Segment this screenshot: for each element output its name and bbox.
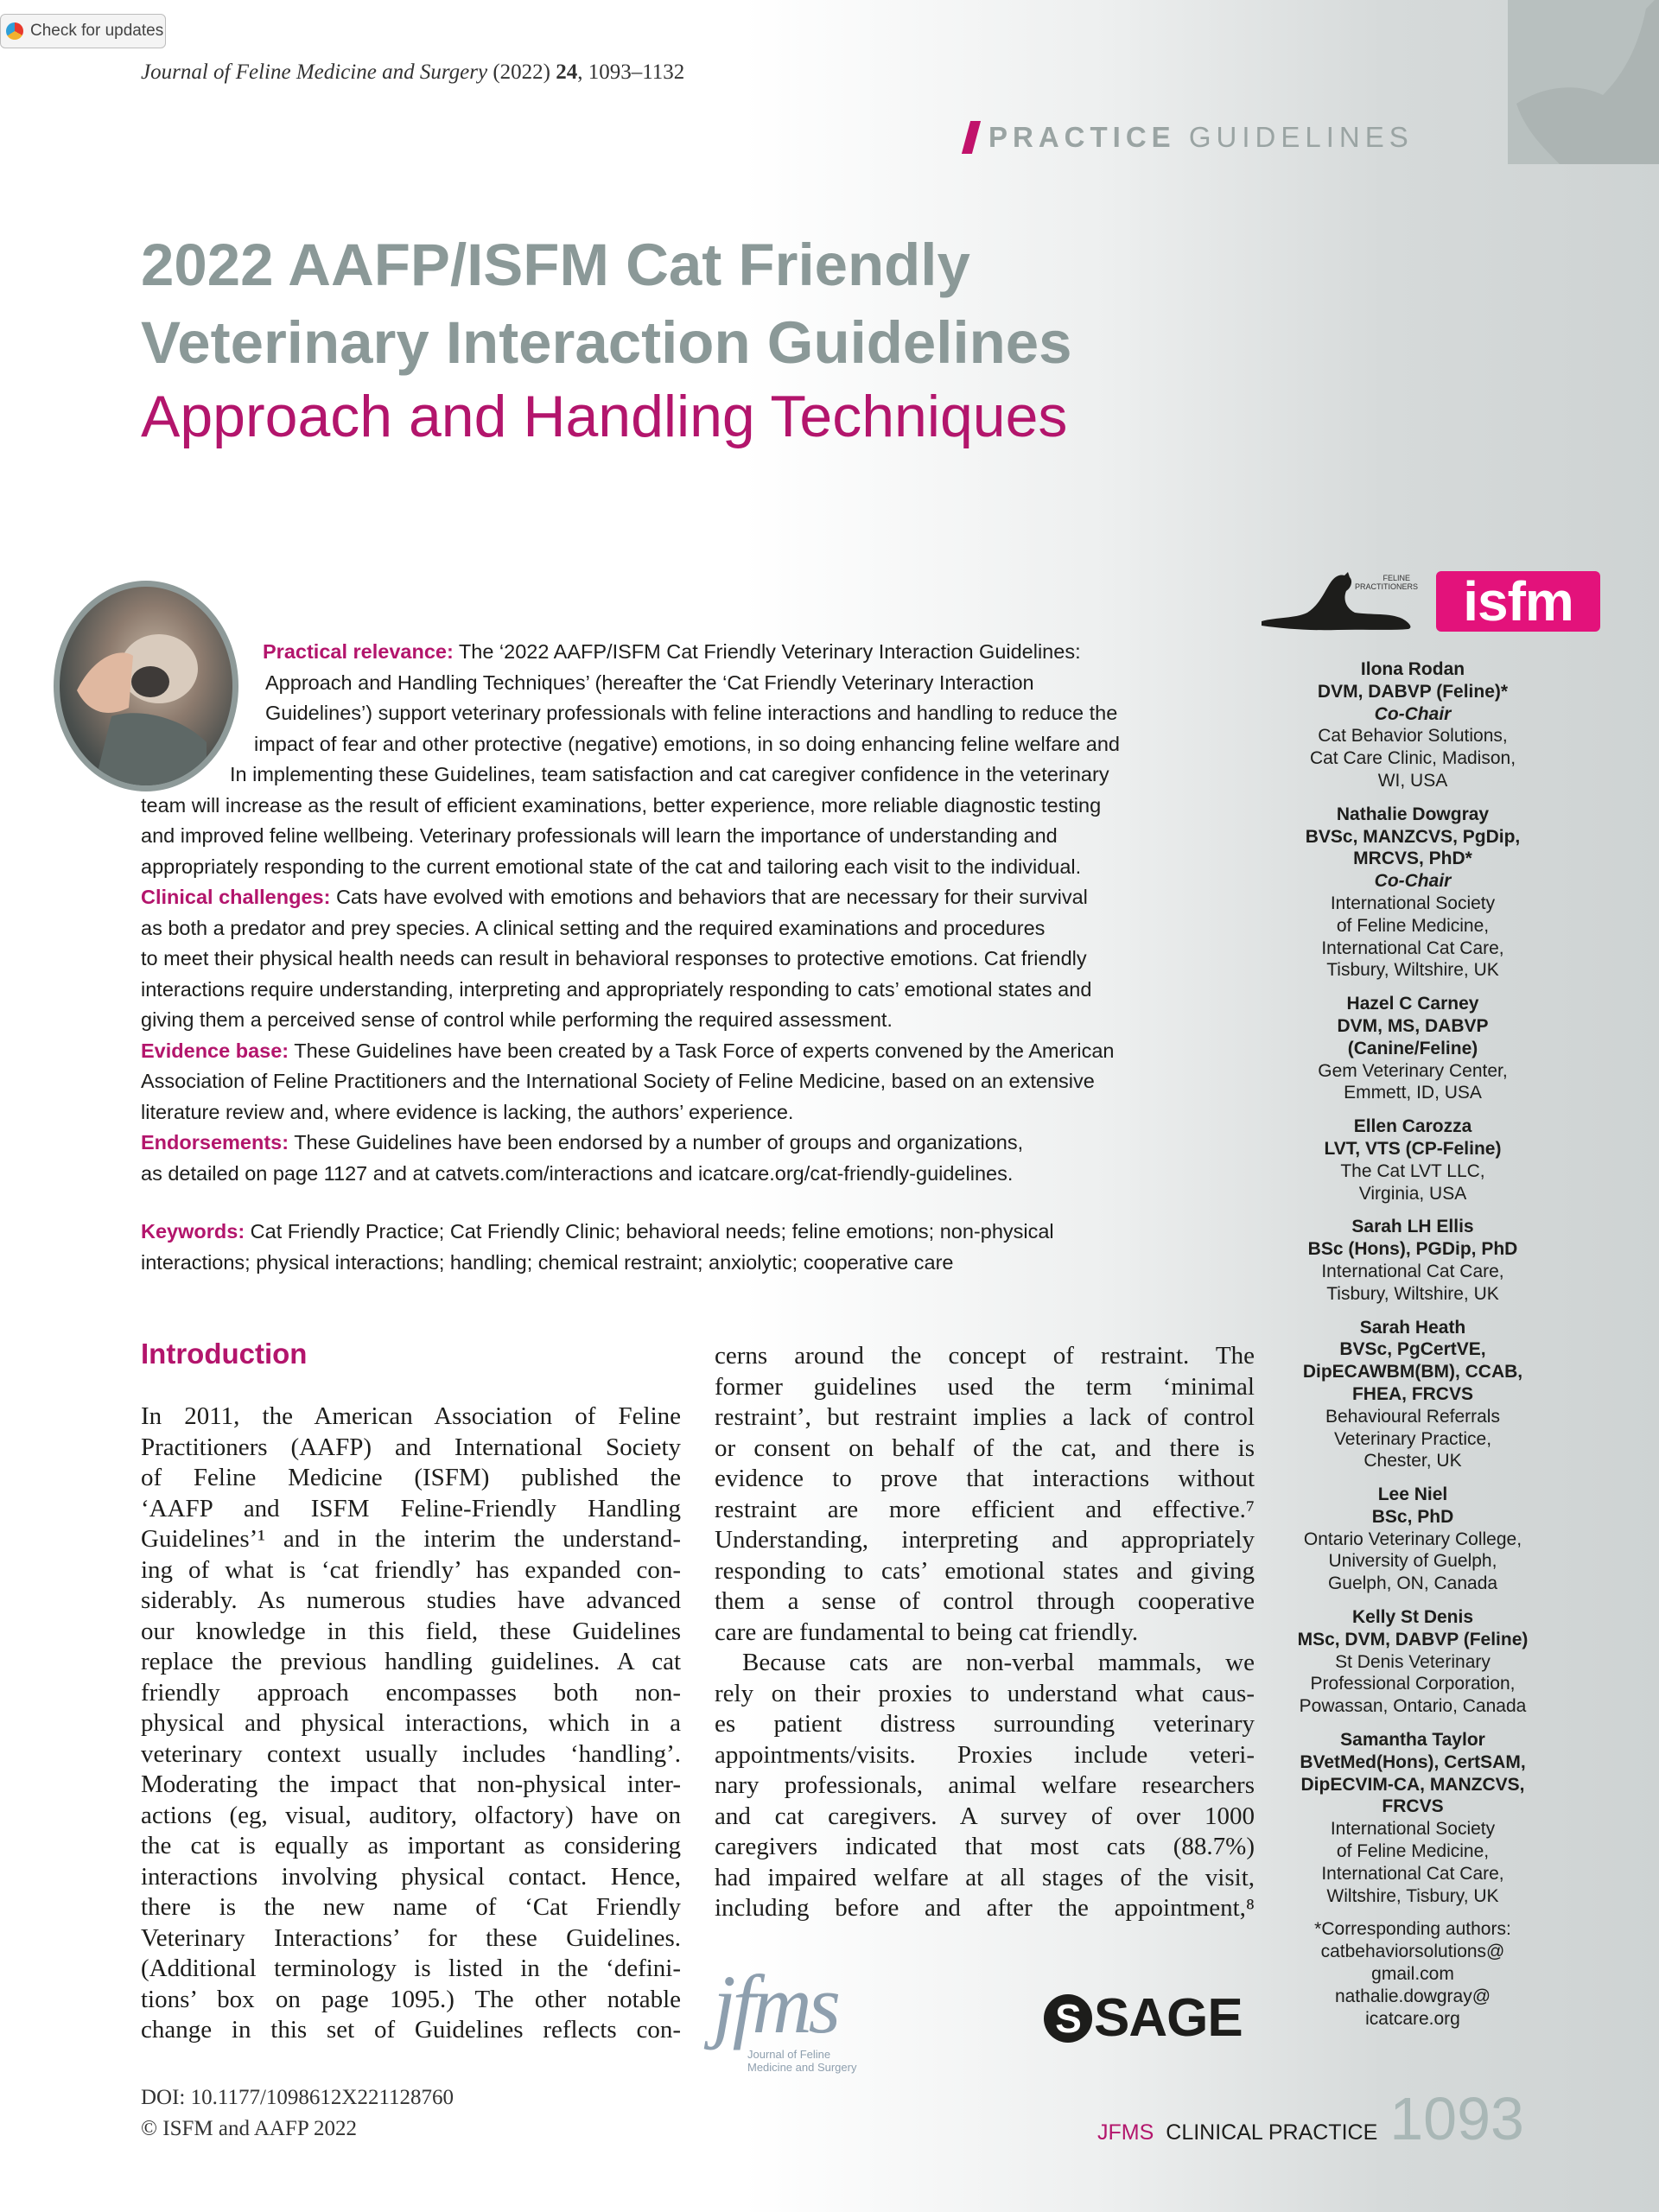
journal-volume: 24 bbox=[556, 60, 578, 84]
author-affiliation: St Denis Veterinary bbox=[1335, 1651, 1491, 1672]
copyright: © ISFM and AAFP 2022 bbox=[141, 2117, 358, 2140]
author-name: Hazel C Carney bbox=[1346, 994, 1479, 1014]
crossmark-icon bbox=[6, 22, 23, 40]
abstract-line: team will increase as the result of efficient examinations, better experience, more reliable diagnostic testing bbox=[141, 793, 1102, 817]
author-degrees: (Canine/Feline) bbox=[1347, 1038, 1478, 1058]
abstract-line: appropriately responding to the current emotional state of the cat and tailoring each visit to the individual. bbox=[141, 855, 1082, 878]
keywords bbox=[141, 1217, 1255, 1278]
section-banner bbox=[966, 121, 1659, 154]
body-line: (Additional terminology is listed in the ‘defini- bbox=[141, 1955, 681, 1982]
sage-wordmark: SAGE bbox=[1094, 1988, 1243, 2048]
abstract-line: to meet their physical health needs can result in behavioral responses to protective emotions. Cat friendly bbox=[141, 947, 1087, 969]
author-affiliation: Guelph, ON, Canada bbox=[1327, 1573, 1498, 1594]
abstract-line: Cats have evolved with emotions and behaviors that are necessary for their survival bbox=[335, 886, 1088, 908]
author-affiliation: Wiltshire, Tisbury, UK bbox=[1326, 1885, 1499, 1906]
author-degrees: LVT, VTS (CP-Feline) bbox=[1324, 1138, 1502, 1159]
abstract-line: literature review and, where evidence is lacking, the authors’ experience. bbox=[141, 1100, 794, 1123]
author-name: Sarah LH Ellis bbox=[1351, 1217, 1474, 1237]
body-line: cerns around the concept of restraint. The bbox=[715, 1342, 1255, 1370]
body-line: replace the previous handling guidelines. A cat bbox=[141, 1648, 681, 1675]
body-line: evidence to prove that interactions without bbox=[715, 1465, 1255, 1492]
abstract-line: Guidelines’) support veterinary professionals with feline interactions and handling to reduce the bbox=[265, 702, 1118, 724]
author-name: Kelly St Denis bbox=[1351, 1607, 1474, 1628]
abstract-line: impact of fear and other protective (negative) emotions, in so doing enhancing feline welfare and bbox=[254, 732, 1120, 755]
journal-citation: Journal of Feline Medicine and Surgery (2022) 24, 1093–1132 bbox=[141, 60, 685, 84]
author-list bbox=[1287, 658, 1538, 2030]
author-affiliation: of Feline Medicine, bbox=[1336, 1841, 1490, 1862]
abstract-line: and improved feline wellbeing. Veterinary professionals will learn the importance of understanding and bbox=[141, 824, 1058, 847]
abstract-line: In implementing these Guidelines, team satisfaction and cat caregiver confidence in the veterinary bbox=[230, 763, 1109, 785]
body-line: restraint’, but restraint implies a lack of control bbox=[715, 1403, 1255, 1431]
doi: DOI: 10.1177/1098612X221128760 bbox=[141, 2086, 454, 2109]
author-degrees: MRCVS, PhD* bbox=[1353, 849, 1472, 869]
author-affiliation: of Feline Medicine, bbox=[1336, 915, 1490, 936]
author-affiliation: Chester, UK bbox=[1363, 1451, 1462, 1471]
abstract bbox=[141, 637, 1255, 1189]
body-line: Practitioners (AAFP) and International Society bbox=[141, 1433, 681, 1461]
practical-relevance-heading: Practical relevance: bbox=[263, 640, 454, 663]
keywords-line: interactions; physical interactions; handling; chemical restraint; anxiolytic; cooperative care bbox=[141, 1250, 954, 1274]
author-degrees: DipECVIM-CA, MANZCVS, bbox=[1300, 1774, 1525, 1795]
keywords-heading: Keywords: bbox=[141, 1220, 245, 1243]
body-line: our knowledge in this field, these Guidelines bbox=[141, 1617, 681, 1645]
check-updates-label: Check for updates bbox=[30, 22, 164, 40]
body-line: Guidelines’¹ and in the interim the understand- bbox=[141, 1525, 681, 1553]
author-affiliation: Tisbury, Wiltshire, UK bbox=[1326, 960, 1499, 981]
body-line: veterinary context usually includes ‘handling’. bbox=[141, 1739, 681, 1768]
author-affiliation: Gem Veterinary Center, bbox=[1318, 1060, 1508, 1081]
author-affiliation: International Society bbox=[1330, 893, 1496, 913]
author-affiliation: Cat Care Clinic, Madison, bbox=[1309, 748, 1516, 769]
body-line: change in this set of Guidelines reflects con- bbox=[141, 2016, 681, 2044]
abstract-line: as detailed on page 1127 and at catvets.com/interactions and icatcare.org/cat-friendly-guidelines. bbox=[141, 1161, 1014, 1185]
abstract-line: These Guidelines have been endorsed by a number of groups and organizations, bbox=[294, 1131, 1024, 1154]
author-name: Ilona Rodan bbox=[1360, 659, 1465, 679]
author-name: Lee Niel bbox=[1377, 1484, 1448, 1505]
body-line: former guidelines used the term ‘minimal bbox=[715, 1372, 1255, 1401]
author-entry bbox=[1287, 1729, 1538, 1907]
doi-block bbox=[141, 2082, 454, 2145]
isfm-logo: isfm bbox=[1436, 571, 1600, 632]
body-line: interactions involving physical contact. Hence, bbox=[141, 1862, 681, 1891]
sage-logo bbox=[1044, 1987, 1243, 2049]
footer-page-info bbox=[1097, 2084, 1524, 2153]
body-line: In 2011, the American Association of Feline bbox=[141, 1402, 681, 1430]
body-line: the cat is equally as important as considering bbox=[141, 1832, 681, 1859]
abstract-line: giving them a perceived sense of control while performing the required assessment. bbox=[141, 1008, 893, 1031]
title-line-2: Veterinary Interaction Guidelines bbox=[141, 309, 1072, 376]
author-degrees: DVM, MS, DABVP bbox=[1337, 1015, 1489, 1036]
body-line: there is the new name of ‘Cat Friendly bbox=[141, 1893, 681, 1921]
body-line: had impaired welfare at all stages of the visit, bbox=[715, 1863, 1255, 1891]
page-title bbox=[141, 226, 1072, 382]
body-line: Moderating the impact that non-physical inter- bbox=[141, 1770, 681, 1798]
author-degrees: MSc, DVM, DABVP (Feline) bbox=[1297, 1629, 1529, 1649]
body-line: es patient distress surrounding veterinary bbox=[715, 1710, 1255, 1738]
corresponding-line: nathalie.dowgray@ bbox=[1334, 1986, 1491, 2006]
author-affiliation: Veterinary Practice, bbox=[1333, 1428, 1492, 1449]
aafp-logo-text: FELINE PRACTITIONERS bbox=[1355, 574, 1419, 591]
introduction-heading: Introduction bbox=[141, 1338, 308, 1370]
body-line: and cat caregivers. A survey of over 1000 bbox=[715, 1802, 1255, 1830]
body-line: tions’ box on page 1095.) The other notable bbox=[141, 1985, 681, 2013]
abstract-line: interactions require understanding, interpreting and appropriately responding to cats’ emotional states and bbox=[141, 977, 1092, 1001]
corresponding-line: *Corresponding authors: bbox=[1314, 1919, 1511, 1940]
body-line: siderably. As numerous studies have advanced bbox=[141, 1586, 681, 1614]
abstract-line: Approach and Handling Techniques’ (hereafter the ‘Cat Friendly Veterinary Interaction bbox=[265, 671, 1034, 694]
journal-year: (2022) bbox=[493, 60, 550, 84]
author-entry bbox=[1287, 1484, 1538, 1595]
author-entry bbox=[1287, 1116, 1538, 1205]
jfms-logo: jfms Journal of Feline Medicine and Surgery bbox=[713, 1958, 857, 2074]
author-affiliation: Powassan, Ontario, Canada bbox=[1299, 1696, 1527, 1717]
author-degrees: BVSc, MANZCVS, PgDip, bbox=[1305, 826, 1521, 847]
body-line: responding to cats’ emotional states and giving bbox=[715, 1556, 1255, 1585]
body-line: restraint are more efficient and effective.⁷ bbox=[715, 1495, 1255, 1523]
author-affiliation: Virginia, USA bbox=[1358, 1183, 1467, 1204]
journal-name: Journal of Feline Medicine and Surgery bbox=[141, 60, 488, 84]
author-affiliation: International Society bbox=[1330, 1819, 1496, 1840]
check-for-updates-button[interactable] bbox=[0, 14, 166, 48]
author-degrees: DipECAWBM(BM), CCAB, bbox=[1302, 1362, 1523, 1382]
corresponding-line: gmail.com bbox=[1371, 1964, 1454, 1985]
body-line: nary professionals, animal welfare researchers bbox=[715, 1771, 1255, 1799]
author-entry bbox=[1287, 1317, 1538, 1473]
author-name: Samantha Taylor bbox=[1340, 1730, 1485, 1751]
body-line: ‘AAFP and ISFM Feline-Friendly Handling bbox=[141, 1494, 681, 1522]
author-affiliation: Ontario Veterinary College, bbox=[1303, 1529, 1522, 1549]
abstract-line: These Guidelines have been created by a Task Force of experts convened by the American bbox=[294, 1039, 1115, 1062]
body-line: ing of what is ‘cat friendly’ has expanded con- bbox=[141, 1555, 681, 1584]
body-line: Understanding, interpreting and appropriately bbox=[715, 1526, 1255, 1554]
body-line: care are fundamental to being cat friendly. bbox=[715, 1618, 1139, 1646]
author-affiliation: International Cat Care, bbox=[1321, 938, 1504, 958]
corresponding-authors bbox=[1287, 1918, 1538, 2030]
body-line: friendly approach encompasses both non- bbox=[141, 1678, 681, 1707]
body-line: them a sense of control through cooperative bbox=[715, 1587, 1255, 1615]
clinical-challenges-heading: Clinical challenges: bbox=[141, 886, 331, 908]
body-line: appointments/visits. Proxies include veteri- bbox=[715, 1740, 1255, 1769]
author-affiliation: Emmett, ID, USA bbox=[1344, 1083, 1482, 1103]
intro-column-2 bbox=[715, 1341, 1255, 1924]
author-entry bbox=[1287, 993, 1538, 1104]
author-affiliation: Behavioural Referrals bbox=[1325, 1406, 1500, 1427]
author-entry bbox=[1287, 1606, 1538, 1718]
page-subtitle: Approach and Handling Techniques bbox=[141, 384, 1068, 449]
author-degrees: BVetMed(Hons), CertSAM, bbox=[1300, 1751, 1526, 1772]
corresponding-line: icatcare.org bbox=[1365, 2008, 1460, 2029]
author-degrees: DVM, DABVP (Feline)* bbox=[1317, 681, 1509, 702]
author-name: Sarah Heath bbox=[1359, 1317, 1466, 1338]
author-degrees: BSc, PhD bbox=[1371, 1506, 1454, 1527]
sage-s-icon: S bbox=[1044, 1994, 1092, 2043]
evidence-base-heading: Evidence base: bbox=[141, 1039, 289, 1062]
body-line: including before and after the appointment,⁸ bbox=[715, 1894, 1255, 1922]
author-affiliation: Cat Behavior Solutions, bbox=[1318, 726, 1508, 747]
author-role: Co-Chair bbox=[1374, 703, 1452, 724]
author-name: Nathalie Dowgray bbox=[1336, 804, 1490, 824]
abstract-line: Association of Feline Practitioners and the International Society of Feline Medicine, based on an extensive bbox=[141, 1070, 1095, 1092]
author-entry bbox=[1287, 1216, 1538, 1305]
endorsements-heading: Endorsements: bbox=[141, 1131, 289, 1154]
intro-column-1 bbox=[141, 1402, 681, 2046]
body-line: of Feline Medicine (ISFM) published the bbox=[141, 1464, 681, 1491]
abstract-line: as both a predator and prey species. A clinical setting and the required examinations and procedures bbox=[141, 916, 1046, 939]
title-line-1: 2022 AAFP/ISFM Cat Friendly bbox=[141, 232, 970, 298]
author-affiliation: Professional Corporation, bbox=[1310, 1674, 1516, 1694]
journal-pages: 1093–1132 bbox=[588, 60, 685, 84]
author-affiliation: The Cat LVT LLC, bbox=[1340, 1160, 1485, 1181]
author-affiliation: International Cat Care, bbox=[1321, 1261, 1504, 1281]
body-line: caregivers indicated that most cats (88.7%) bbox=[715, 1833, 1255, 1860]
author-degrees: FHEA, FRCVS bbox=[1351, 1383, 1473, 1404]
body-line: physical and physical interactions, which in a bbox=[141, 1709, 681, 1737]
section-bold: PRACTICE bbox=[988, 121, 1176, 153]
section-light: GUIDELINES bbox=[1188, 121, 1414, 153]
body-line: Veterinary Interactions’ for these Guidelines. bbox=[141, 1923, 681, 1952]
author-entry bbox=[1287, 658, 1538, 792]
body-line: Because cats are non-verbal mammals, we bbox=[742, 1649, 1255, 1676]
page-number: 1093 bbox=[1389, 2085, 1524, 2152]
author-affiliation: University of Guelph, bbox=[1328, 1551, 1497, 1572]
footer-clinical-practice: CLINICAL PRACTICE bbox=[1166, 2120, 1378, 2145]
author-degrees: FRCVS bbox=[1382, 1796, 1444, 1817]
body-line: rely on their proxies to understand what caus- bbox=[715, 1679, 1255, 1707]
abstract-line: The ‘2022 AAFP/ISFM Cat Friendly Veterinary Interaction Guidelines: bbox=[458, 640, 1081, 663]
body-line: actions (eg, visual, auditory, olfactory) have on bbox=[141, 1801, 681, 1829]
body-line: or consent on behalf of the cat, and there is bbox=[715, 1433, 1255, 1462]
author-affiliation: Tisbury, Wiltshire, UK bbox=[1326, 1283, 1499, 1304]
author-entry bbox=[1287, 804, 1538, 982]
keywords-line: Cat Friendly Practice; Cat Friendly Clinic; behavioral needs; feline emotions; non-physical bbox=[250, 1220, 1054, 1243]
footer-jfms: JFMS bbox=[1097, 2120, 1154, 2145]
author-degrees: BVSc, PgCertVE, bbox=[1339, 1339, 1486, 1360]
author-degrees: BSc (Hons), PGDip, PhD bbox=[1307, 1239, 1518, 1260]
author-affiliation: WI, USA bbox=[1377, 770, 1448, 791]
author-role: Co-Chair bbox=[1374, 871, 1452, 892]
corresponding-line: catbehaviorsolutions@ bbox=[1320, 1942, 1505, 1962]
author-affiliation: International Cat Care, bbox=[1321, 1863, 1504, 1884]
author-name: Ellen Carozza bbox=[1353, 1116, 1472, 1137]
